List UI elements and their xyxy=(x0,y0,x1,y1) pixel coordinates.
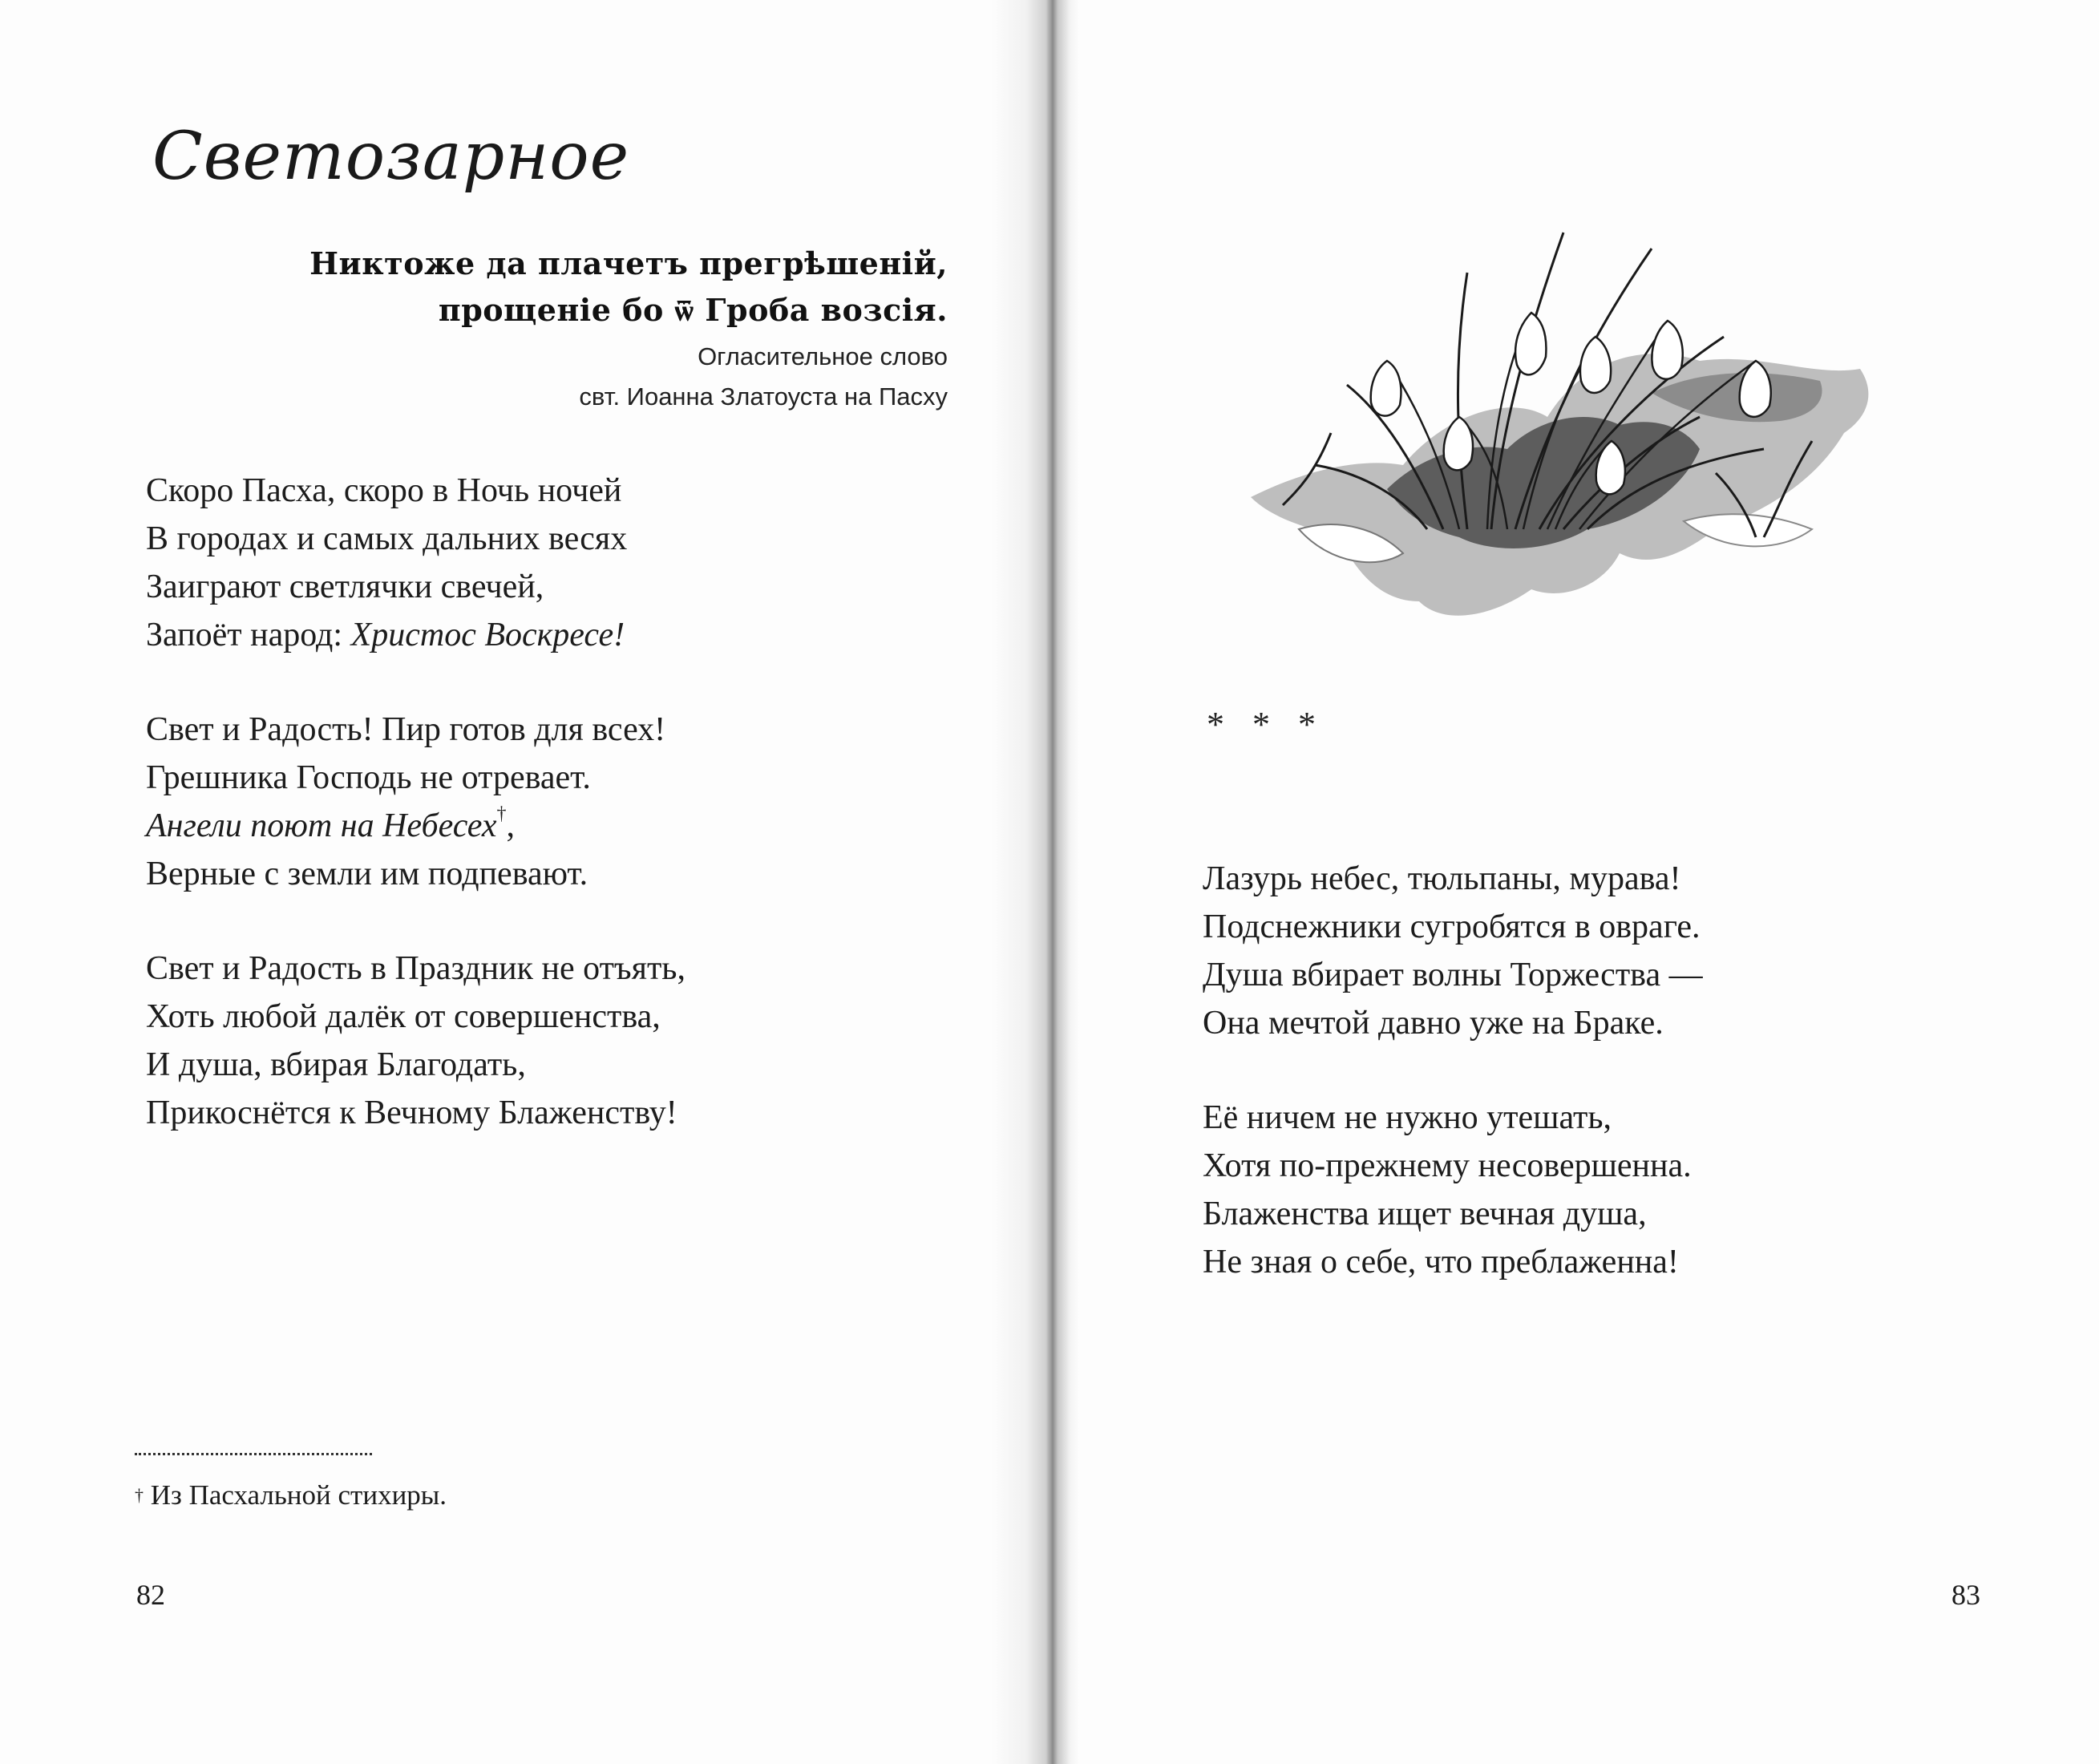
poem-title: Светозарное xyxy=(152,119,630,195)
poem-line: Её ничем не нужно утешать, xyxy=(1203,1099,1612,1136)
poem-line: Хотя по-прежнему несовершенна. xyxy=(1203,1147,1692,1184)
snowdrops-illustration-icon xyxy=(1203,152,1908,633)
epigraph-source: свт. Иоанна Златоуста на Пасху xyxy=(579,382,948,411)
footnote-text: Из Пасхальной стихиры. xyxy=(144,1479,447,1511)
section-separator: * * * xyxy=(1207,705,1325,744)
stanza xyxy=(1203,855,1703,1047)
epigraph-line: прощеніе бо ѿ Гроба возсія. xyxy=(438,292,948,328)
stanza xyxy=(146,467,686,659)
page-number: 83 xyxy=(1951,1579,1980,1611)
poem-line-text: Запоёт народ: xyxy=(146,617,351,653)
poem-line: И душа, вбирая Благодать, xyxy=(146,1046,526,1083)
poem-body xyxy=(146,467,686,1183)
stanza xyxy=(1203,1094,1703,1286)
poem-line: Свет и Радость в Праздник не отъять, xyxy=(146,950,686,987)
stanza xyxy=(146,706,686,898)
poem-line-text: , xyxy=(506,807,516,844)
poem-line: Не зная о себе, что преблаженна! xyxy=(1203,1244,1679,1281)
right-page xyxy=(1034,0,2099,1764)
poem-line xyxy=(146,611,686,659)
poem-line-italic: Ангели поют на Небесех xyxy=(146,807,497,844)
poem-line: Верные с земли им подпевают. xyxy=(146,856,588,892)
poem-line xyxy=(146,802,686,850)
epigraph-source: Огласительное слово xyxy=(698,342,948,370)
poem-line: Подснежники сугробятся в овраге. xyxy=(1203,908,1701,945)
footnote-marker[interactable]: † xyxy=(496,803,507,824)
poem-line: Грешника Господь не отревает. xyxy=(146,759,591,796)
poem-line-italic: Христос Воскресе! xyxy=(350,617,625,653)
book-gutter xyxy=(991,0,1079,1764)
poem-line: Душа вбирает волны Торжества — xyxy=(1203,957,1703,993)
footnote xyxy=(135,1475,447,1515)
poem-line: Она мечтой давно уже на Браке. xyxy=(1203,1005,1664,1042)
epigraph xyxy=(226,241,948,417)
page-number: 82 xyxy=(136,1579,165,1611)
poem-line: Лазурь небес, тюльпаны, мурава! xyxy=(1203,860,1681,897)
poem-line: Свет и Радость! Пир готов для всех! xyxy=(146,711,666,748)
poem-line: Заиграют светлячки свечей, xyxy=(146,568,544,605)
footnote-divider xyxy=(135,1453,372,1455)
poem-line: Прикоснётся к Вечному Блаженству! xyxy=(146,1094,677,1131)
poem-line: Скоро Пасха, скоро в Ночь ночей xyxy=(146,472,622,509)
poem-line: В городах и самых дальних весях xyxy=(146,520,628,557)
epigraph-line: Никтоже да плачетъ прегрѣшеній, xyxy=(309,245,948,281)
poem-line: Хоть любой далёк от совершенства, xyxy=(146,998,661,1035)
poem-body xyxy=(1203,855,1703,1333)
poem-line: Блаженства ищет вечная душа, xyxy=(1203,1196,1647,1232)
stanza xyxy=(146,945,686,1137)
footnote-mark: † xyxy=(135,1485,144,1505)
left-page xyxy=(0,0,1034,1764)
